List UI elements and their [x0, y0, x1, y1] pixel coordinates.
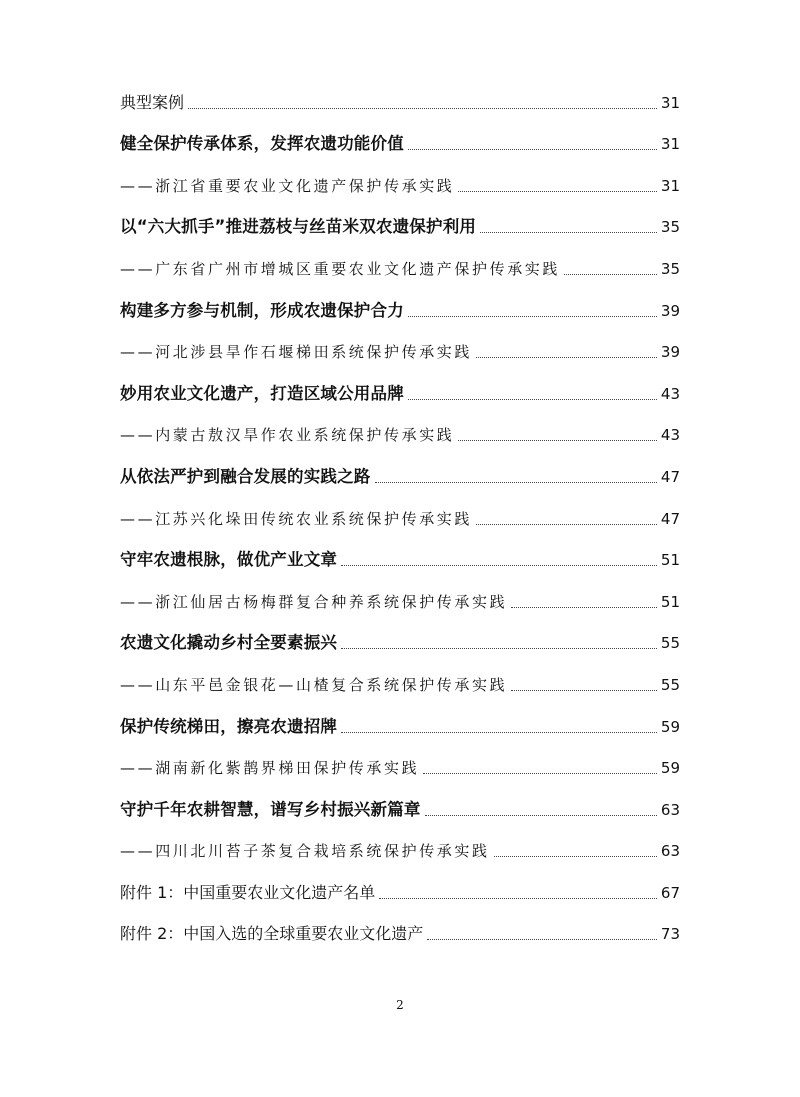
toc-leader-dots — [476, 524, 657, 525]
toc-case-entry[interactable] — [120, 361, 680, 403]
table-of-contents — [120, 70, 680, 943]
toc-entry-page: 67 — [660, 883, 680, 902]
toc-entry-title: 保护传统梯田，擦亮农遗招牌 — [120, 716, 338, 736]
toc-entry-title: ——内蒙古敖汉旱作农业系统保护传承实践 — [120, 426, 455, 445]
toc-leader-dots — [408, 399, 657, 400]
toc-subtitle-entry[interactable] — [120, 153, 680, 195]
toc-subtitle-entry[interactable] — [120, 236, 680, 278]
toc-entry-title: ——四川北川苔子茶复合栽培系统保护传承实践 — [120, 842, 490, 861]
toc-subtitle-entry[interactable] — [120, 403, 680, 445]
toc-entry-title: ——广东省广州市增城区重要农业文化遗产保护传承实践 — [120, 259, 561, 278]
toc-leader-dots — [427, 939, 657, 940]
toc-entry-title: ——浙江省重要农业文化遗产保护传承实践 — [120, 176, 455, 195]
toc-entry-page: 43 — [660, 384, 680, 403]
toc-entry-page: 47 — [660, 467, 680, 486]
toc-entry-title: ——山东平邑金银花—山楂复合系统保护传承实践 — [120, 675, 508, 694]
toc-entry-page: 47 — [660, 509, 680, 528]
toc-entry-page: 39 — [660, 343, 680, 362]
toc-subtitle-entry[interactable] — [120, 819, 680, 861]
toc-entry-page: 51 — [660, 592, 680, 611]
toc-leader-dots — [480, 232, 657, 233]
toc-case-entry[interactable] — [120, 528, 680, 570]
toc-section-entry[interactable] — [120, 70, 680, 112]
toc-entry-title: 附件 2：中国入选的全球重要农业文化遗产 — [120, 924, 424, 944]
toc-leader-dots — [408, 149, 657, 150]
toc-entry-title: 妙用农业文化遗产，打造区域公用品牌 — [120, 383, 404, 403]
toc-entry-title: 以“六大抓手”推进荔枝与丝苗米双农遗保护利用 — [120, 217, 477, 237]
toc-entry-title: ——江苏兴化垛田传统农业系统保护传承实践 — [120, 509, 473, 528]
toc-entry-title: 健全保护传承体系，发挥农遗功能价值 — [120, 134, 404, 154]
toc-section-entry[interactable] — [120, 902, 680, 944]
toc-entry-title: ——浙江仙居古杨梅群复合种养系统保护传承实践 — [120, 592, 508, 611]
toc-subtitle-entry[interactable] — [120, 652, 680, 694]
toc-case-entry[interactable] — [120, 694, 680, 736]
toc-case-entry[interactable] — [120, 777, 680, 819]
toc-entry-title: ——湖南新化紫鹊界梯田保护传承实践 — [120, 759, 420, 778]
toc-entry-page: 51 — [660, 551, 680, 570]
toc-case-entry[interactable] — [120, 195, 680, 237]
toc-entry-page: 31 — [660, 93, 680, 112]
toc-entry-page: 31 — [660, 176, 680, 195]
toc-entry-title: 构建多方参与机制，形成农遗保护合力 — [120, 300, 404, 320]
toc-subtitle-entry[interactable] — [120, 486, 680, 528]
toc-case-entry[interactable] — [120, 444, 680, 486]
toc-leader-dots — [375, 482, 657, 483]
toc-entry-page: 35 — [660, 218, 680, 237]
toc-leader-dots — [408, 316, 657, 317]
toc-case-entry[interactable] — [120, 611, 680, 653]
toc-entry-page: 31 — [660, 135, 680, 154]
toc-leader-dots — [458, 191, 657, 192]
toc-leader-dots — [458, 440, 657, 441]
toc-leader-dots — [425, 815, 657, 816]
toc-leader-dots — [379, 898, 657, 899]
toc-entry-title: ——河北涉县旱作石堰梯田系统保护传承实践 — [120, 343, 473, 362]
toc-subtitle-entry[interactable] — [120, 320, 680, 362]
toc-entry-page: 59 — [660, 717, 680, 736]
toc-case-entry[interactable] — [120, 112, 680, 154]
toc-leader-dots — [423, 773, 657, 774]
toc-entry-title: 典型案例 — [120, 92, 185, 112]
toc-leader-dots — [188, 108, 657, 109]
toc-section-entry[interactable] — [120, 860, 680, 902]
toc-leader-dots — [494, 856, 657, 857]
page-number: 2 — [396, 998, 404, 1012]
toc-entry-page: 35 — [660, 259, 680, 278]
toc-entry-page: 63 — [660, 800, 680, 819]
toc-leader-dots — [341, 732, 657, 733]
toc-case-entry[interactable] — [120, 278, 680, 320]
toc-entry-page: 55 — [660, 675, 680, 694]
toc-entry-title: 农遗文化撬动乡村全要素振兴 — [120, 633, 338, 653]
toc-leader-dots — [564, 274, 657, 275]
toc-entry-title: 守护千年农耕智慧，谱写乡村振兴新篇章 — [120, 799, 421, 819]
toc-entry-page: 55 — [660, 634, 680, 653]
toc-leader-dots — [341, 648, 657, 649]
toc-subtitle-entry[interactable] — [120, 569, 680, 611]
toc-leader-dots — [511, 690, 657, 691]
toc-entry-page: 43 — [660, 426, 680, 445]
toc-subtitle-entry[interactable] — [120, 736, 680, 778]
toc-entry-page: 63 — [660, 842, 680, 861]
toc-leader-dots — [341, 565, 657, 566]
toc-leader-dots — [511, 607, 657, 608]
toc-entry-page: 39 — [660, 301, 680, 320]
toc-entry-page: 59 — [660, 759, 680, 778]
toc-entry-title: 从依法严护到融合发展的实践之路 — [120, 466, 371, 486]
toc-entry-title: 附件 1：中国重要农业文化遗产名单 — [120, 882, 376, 902]
toc-entry-page: 73 — [660, 925, 680, 944]
toc-leader-dots — [476, 357, 657, 358]
toc-entry-title: 守牢农遗根脉，做优产业文章 — [120, 550, 338, 570]
